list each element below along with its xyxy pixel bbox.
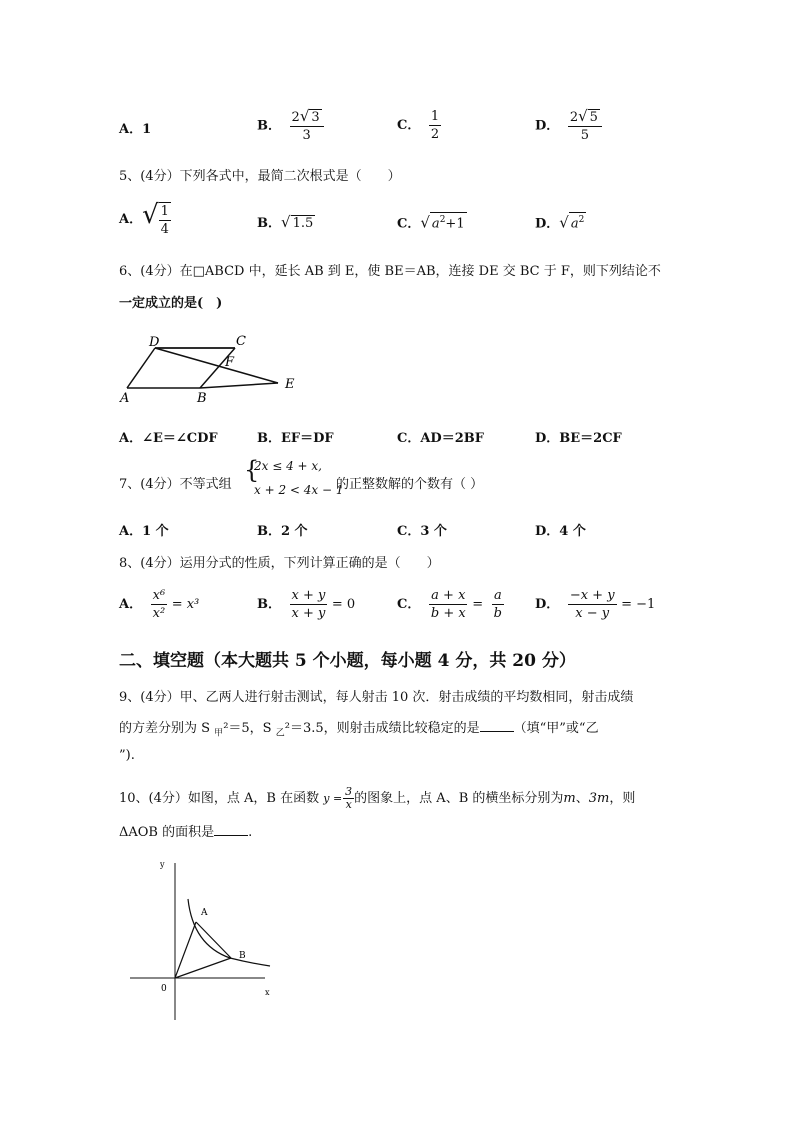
q10-line2-part-a: ΔAOB 的面积是 <box>119 825 215 840</box>
q8-d-fraction <box>568 587 617 622</box>
q5-c-base: a <box>431 216 440 232</box>
q9-line3: ”). <box>119 748 135 763</box>
q8-option-b <box>257 587 355 622</box>
q10-line1-part-b: 的图象上，点 A、B 的横坐标分别为 <box>354 791 564 806</box>
q6-label-a: A <box>120 391 130 406</box>
q8-d-numerator: −x + y <box>569 588 615 603</box>
q5-b-radicand: 1.5 <box>292 216 314 231</box>
q10-label-a: A <box>201 908 208 918</box>
q4-d-denominator: 5 <box>580 128 590 143</box>
q4-c-denominator: 2 <box>430 127 440 142</box>
q4-b-radicand: 3 <box>311 110 320 125</box>
q5-option-a: A．√ $\frac{1}{4}$ <box>119 200 169 237</box>
q10-label-y: y <box>160 860 165 869</box>
q8-option-c <box>397 587 504 622</box>
q9-line1: 9、(4分）甲、乙两人进行射击测试，每人射击 10 次．射击成绩的平均数相同，射击成绩 <box>119 690 634 705</box>
q5-c-tail: +1 <box>445 216 465 232</box>
q7-option-b: B．2 个 <box>257 524 308 539</box>
q10-abscissa-m: m <box>563 791 576 806</box>
q7-option-c: C．3 个 <box>397 524 447 539</box>
q6-option-c: C．AD＝2BF <box>397 431 484 446</box>
q4-d-coef: 2 <box>569 110 579 125</box>
q6-label-b: B <box>197 391 207 406</box>
q10-line2 <box>119 821 252 840</box>
q8-option-d-label: D． <box>535 597 560 612</box>
q4-d-radicand: 5 <box>589 110 598 125</box>
q4-option-b-fraction: $\frac{2√ 3}{3}$ <box>290 108 324 144</box>
q9-line2-part-b: ²＝5，S <box>223 721 276 736</box>
q8-b-fraction <box>290 587 328 622</box>
q6-segment-de <box>155 348 278 383</box>
q9-line2-part-c: ²＝3.5，则射击成绩比较稳定的是 <box>284 721 480 736</box>
q4-option-d <box>535 108 602 144</box>
q8-option-a-label: A． <box>119 597 143 612</box>
q8-b-denominator: x + y <box>291 606 326 621</box>
q5-option-c-label: C． <box>397 216 421 232</box>
q5-stem: 5、(4分）下列各式中，最简二次根式是（ ） <box>119 169 401 184</box>
q10-function-y: y = <box>323 792 343 805</box>
q9-line2-part-d: （填“甲”或“乙 <box>513 721 599 736</box>
q6-option-d: D．BE＝2CF <box>535 431 622 446</box>
q6-stem-line1: 6、(4分）在□ABCD 中，延长 AB 到 E，使 BE＝AB，连接 DE 交 BC 于 F，则下列结论不 <box>119 264 661 279</box>
q5-option-b: B．√ 1.5 <box>257 213 314 231</box>
q8-c-numerator: a + x <box>431 588 466 603</box>
q6-label-c: C <box>236 334 246 349</box>
q5-option-a-label: A． <box>119 212 143 227</box>
q10-segment-ab <box>196 922 231 958</box>
q8-c-fraction-right <box>492 587 504 622</box>
q5-a-numerator: 1 <box>160 203 169 219</box>
q8-option-b-label: B． <box>257 597 281 612</box>
q10-answer-blank[interactable] <box>214 823 248 836</box>
q8-c-denominator: b + x <box>430 606 466 621</box>
q6-label-d: D <box>149 335 160 350</box>
q9-subscript-yi: 乙 <box>275 728 285 739</box>
q7-stem-prefix: 7、(4分）不等式组 <box>119 477 232 492</box>
q7-option-a: A．1 个 <box>119 524 169 539</box>
q4-option-b-label: B． <box>257 118 281 134</box>
q9-answer-blank[interactable] <box>480 719 514 732</box>
q8-c-equals: = <box>472 597 484 612</box>
q5-a-denominator: 4 <box>160 221 169 237</box>
q8-d-rhs: = −1 <box>621 597 656 612</box>
q8-option-c-label: C． <box>397 597 421 612</box>
q4-b-coef: 2 <box>291 110 300 125</box>
q8-a-rhs: = x³ <box>171 597 200 612</box>
q10-function-fraction <box>343 786 354 811</box>
q4-option-c-fraction <box>429 108 441 143</box>
q6-stem-line2: 一定成立的是( ) <box>119 296 223 311</box>
q5-c-exponent: 2 <box>439 215 446 225</box>
q10-label-origin: 0 <box>161 984 167 994</box>
q6-label-f: F <box>225 355 235 370</box>
q4-option-a <box>119 118 151 137</box>
q7-stem-suffix: 的正整数解的个数有（ ） <box>336 477 484 492</box>
q8-d-denominator: x − y <box>575 606 610 621</box>
q7-inequality-2: x + 2 < 4x − 1 <box>254 483 344 497</box>
q10-segment-oa <box>175 922 196 978</box>
q10-label-x: x <box>265 988 270 997</box>
q4-option-d-label: D． <box>535 118 560 134</box>
q10-line2-part-b: . <box>248 825 253 840</box>
q10-label-b: B <box>239 951 246 961</box>
q8-stem: 8、(4分）运用分式的性质，下列计算正确的是（ ） <box>119 556 440 571</box>
q10-function-denominator: x <box>345 798 352 811</box>
q10-line1-part-c: ，则 <box>609 791 636 806</box>
q4-option-a-value: 1 <box>142 122 152 137</box>
q8-a-fraction <box>151 587 168 622</box>
q4-option-c-label: C． <box>397 118 421 133</box>
q7-brace: { <box>244 456 260 484</box>
q6-segment-ad <box>127 348 155 388</box>
q10-line1-part-a: 10、(4分）如图，点 A，B 在函数 <box>119 791 320 806</box>
q8-c-right-numerator: a <box>493 588 502 603</box>
q10-hyperbola-figure <box>125 855 280 1025</box>
q8-b-numerator: x + y <box>291 588 326 603</box>
q5-d-base: a <box>570 216 579 232</box>
q6-option-a: A．∠E＝∠CDF <box>119 431 218 446</box>
q6-option-b: B．EF＝DF <box>257 431 334 446</box>
q4-option-b <box>257 108 324 144</box>
q4-option-a-label: A． <box>119 122 143 137</box>
q8-b-rhs: = 0 <box>331 597 356 612</box>
q8-a-denominator: x² <box>152 606 166 621</box>
q8-a-numerator: x⁶ <box>152 588 166 603</box>
q6-segment-be <box>200 383 278 388</box>
q8-option-d <box>535 587 655 622</box>
q10-abscissa-3m: 3m <box>588 791 610 806</box>
q5-option-d-label: D． <box>535 216 560 232</box>
q4-c-numerator: 1 <box>430 109 440 124</box>
q10-segment-ob <box>175 958 231 978</box>
q5-option-d: D．√ $a^2$ <box>535 213 585 232</box>
q10-line1 <box>119 786 635 811</box>
q8-c-fraction-left <box>429 587 468 622</box>
q8-option-a <box>119 587 199 622</box>
q5-option-a-fraction <box>159 202 171 238</box>
section-heading-fill-in: 二、填空题（本大题共 5 个小题，每小题 4 分，共 20 分） <box>119 651 576 671</box>
q7-inequality-1: 2x ≤ 4 + x, <box>254 459 322 473</box>
q4-option-c <box>397 108 441 143</box>
q4-option-d-fraction: $\frac{2√ 5}{5}$ <box>568 108 602 144</box>
q9-line2-part-a: 的方差分别为 S <box>119 721 215 736</box>
q9-line2 <box>119 717 599 739</box>
q6-label-e: E <box>285 377 295 392</box>
q9-subscript-jia: 甲 <box>214 728 224 739</box>
q5-option-c: C．√ $a^2+1$ <box>397 213 465 232</box>
q5-option-b-label: B． <box>257 216 281 231</box>
q7-option-d: D．4 个 <box>535 524 586 539</box>
q5-d-exponent: 2 <box>578 215 585 225</box>
q8-c-right-denominator: b <box>493 606 502 621</box>
q10-separator: 、 <box>575 791 589 806</box>
q4-b-denominator: 3 <box>302 128 311 143</box>
q6-parallelogram-figure <box>115 328 315 406</box>
q10-function-numerator: 3 <box>345 785 353 798</box>
